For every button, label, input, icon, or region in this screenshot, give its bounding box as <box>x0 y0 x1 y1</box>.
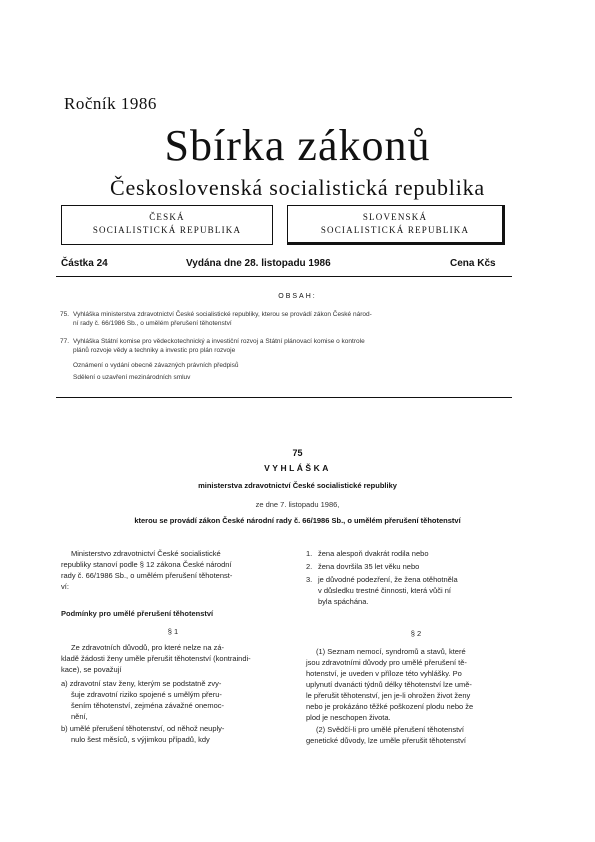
text-line: v důsledku trestné činnosti, která vůči ní <box>318 586 451 595</box>
list-number: 1. <box>306 549 313 558</box>
page-subtitle: Československá socialistická republika <box>110 175 485 200</box>
contents-item-number: 77. <box>60 338 70 345</box>
text-line: a) zdravotní stav ženy, kterým se podstatně zvy- <box>61 679 222 688</box>
box-right-line-2: SOCIALISTICKÁ REPUBLIKA <box>320 225 470 235</box>
right-column <box>306 548 526 748</box>
text-line: (2) Svědčí-li pro umělé přerušení těhotenství <box>316 725 464 734</box>
section-2-paragraph-2 <box>306 724 526 746</box>
text-line: nění, <box>71 712 88 721</box>
decree-number: 75 <box>292 448 303 458</box>
page-title: Sbírka zákonů <box>164 121 431 170</box>
contents-item-line: Vyhláška ministerstva zdravotnictví České socialistické republiky, kterou se provádí zákon České národ- <box>73 311 372 318</box>
text-line: Ze zdravotních důvodů, pro které nelze na zá- <box>71 643 225 652</box>
contents-item <box>60 361 515 370</box>
volume-label: Ročník 1986 <box>64 94 157 113</box>
box-left-line-1: ČESKÁ <box>149 212 185 222</box>
issue-price: Cena Kčs <box>450 258 496 269</box>
section-1-paragraph <box>61 642 285 675</box>
section-2-label: § 2 <box>410 629 422 638</box>
list-item-a <box>61 678 285 722</box>
contents-item-line: Vyhláška Státní komise pro vědeckotechnický a investiční rozvoj a Státní plánovací komise o kontrole <box>73 338 365 345</box>
decree-subject: kterou se provádí zákon České národní rady č. 66/1986 Sb., o umělém přerušení těhotenství <box>134 516 461 525</box>
text-line: šuje zdravotní riziko spojené s umělým přeru- <box>71 690 222 699</box>
left-column <box>61 548 285 748</box>
section-1-label: § 1 <box>167 627 179 636</box>
decree-title: VYHLÁŠKA <box>264 463 331 473</box>
box-czech-republic <box>61 205 273 245</box>
text-line: uplynutí dvanácti týdnů délky těhotenství lze umě- <box>306 680 472 689</box>
text-line: hotenství, je uveden v příloze této vyhlášky. Po <box>306 669 462 678</box>
text-line: žena dovršila 35 let věku nebo <box>318 562 420 571</box>
section-2-paragraph-1 <box>306 646 526 723</box>
contents-item-line: Oznámení o vydání obecně závazných právních předpisů <box>73 362 239 369</box>
list-item-2 <box>306 561 526 572</box>
decree-date: ze dne 7. listopadu 1986, <box>255 500 340 509</box>
text-line: je důvodné podezření, že žena otěhotněla <box>318 575 458 584</box>
list-number: 2. <box>306 562 313 571</box>
divider-top <box>56 276 512 277</box>
contents-item-number: 75. <box>60 311 70 318</box>
text-line: (1) Seznam nemocí, syndromů a stavů, které <box>316 647 466 656</box>
text-line: žena alespoň dvakrát rodila nebo <box>318 549 429 558</box>
text-line: ví: <box>61 582 69 591</box>
intro-paragraph <box>61 548 285 592</box>
list-item-1 <box>306 548 526 559</box>
contents-item-line: Sdělení o uzavření mezinárodních smluv <box>73 374 191 381</box>
divider-contents <box>56 397 512 398</box>
text-line: genetické důvody, lze uměle přerušit těhotenství <box>306 736 466 745</box>
text-line: nebo je prokázáno těžké poškození plodu nebo že <box>306 702 474 711</box>
decree-issuer: ministerstva zdravotnictví České socialistické republiky <box>198 481 397 490</box>
list-item-b <box>61 723 285 745</box>
text-line: rady č. 66/1986 Sb., o umělém přerušení těhotenst- <box>61 571 233 580</box>
box-left-line-2: SOCIALISTICKÁ REPUBLIKA <box>92 225 242 235</box>
text-line: kladě žádosti ženy uměle přerušit těhotenství (kontraindi- <box>61 654 251 663</box>
text-line: le přerušit těhotenství, jen je-li ohrožen život ženy <box>306 691 471 700</box>
issue-date: Vydána dne 28. listopadu 1986 <box>186 258 331 269</box>
text-line: jsou zdravotními důvody pro umělé přerušení tě- <box>306 658 467 667</box>
list-number: 3. <box>306 575 313 584</box>
contents-item <box>60 310 515 328</box>
text-line: plod je neschopen života. <box>306 713 391 722</box>
contents-item-line: ní rady č. 66/1986 Sb., o umělém přerušení těhotenství <box>73 320 232 327</box>
contents-list <box>60 310 515 400</box>
text-line: republiky stanoví podle § 12 zákona České národní <box>61 560 232 569</box>
contents-heading: OBSAH: <box>278 293 317 300</box>
text-line: byla spáchána. <box>318 597 369 606</box>
list-item-3-text <box>318 574 526 607</box>
contents-item <box>60 373 515 382</box>
text-line: kace), se považují <box>61 665 122 674</box>
contents-item <box>60 337 515 355</box>
text-line: nulo šest měsíců, s výjimkou případů, kdy <box>71 735 210 744</box>
text-line: šením těhotenství, zejména závažné onemoc- <box>71 701 224 710</box>
issue-number: Částka 24 <box>61 258 108 269</box>
text-line: Ministerstvo zdravotnictví České socialistické <box>71 549 221 558</box>
box-slovak-republic <box>287 205 505 245</box>
contents-item-line: plánů rozvoje vědy a techniky a investic pro plán rozvoje <box>73 347 236 354</box>
list-item-3 <box>306 574 526 606</box>
text-line: b) umělé přerušení těhotenství, od něhož neuply- <box>61 724 225 733</box>
box-right-line-1: SLOVENSKÁ <box>362 212 428 222</box>
section-heading: Podmínky pro umělé přerušení těhotenství <box>61 609 214 618</box>
